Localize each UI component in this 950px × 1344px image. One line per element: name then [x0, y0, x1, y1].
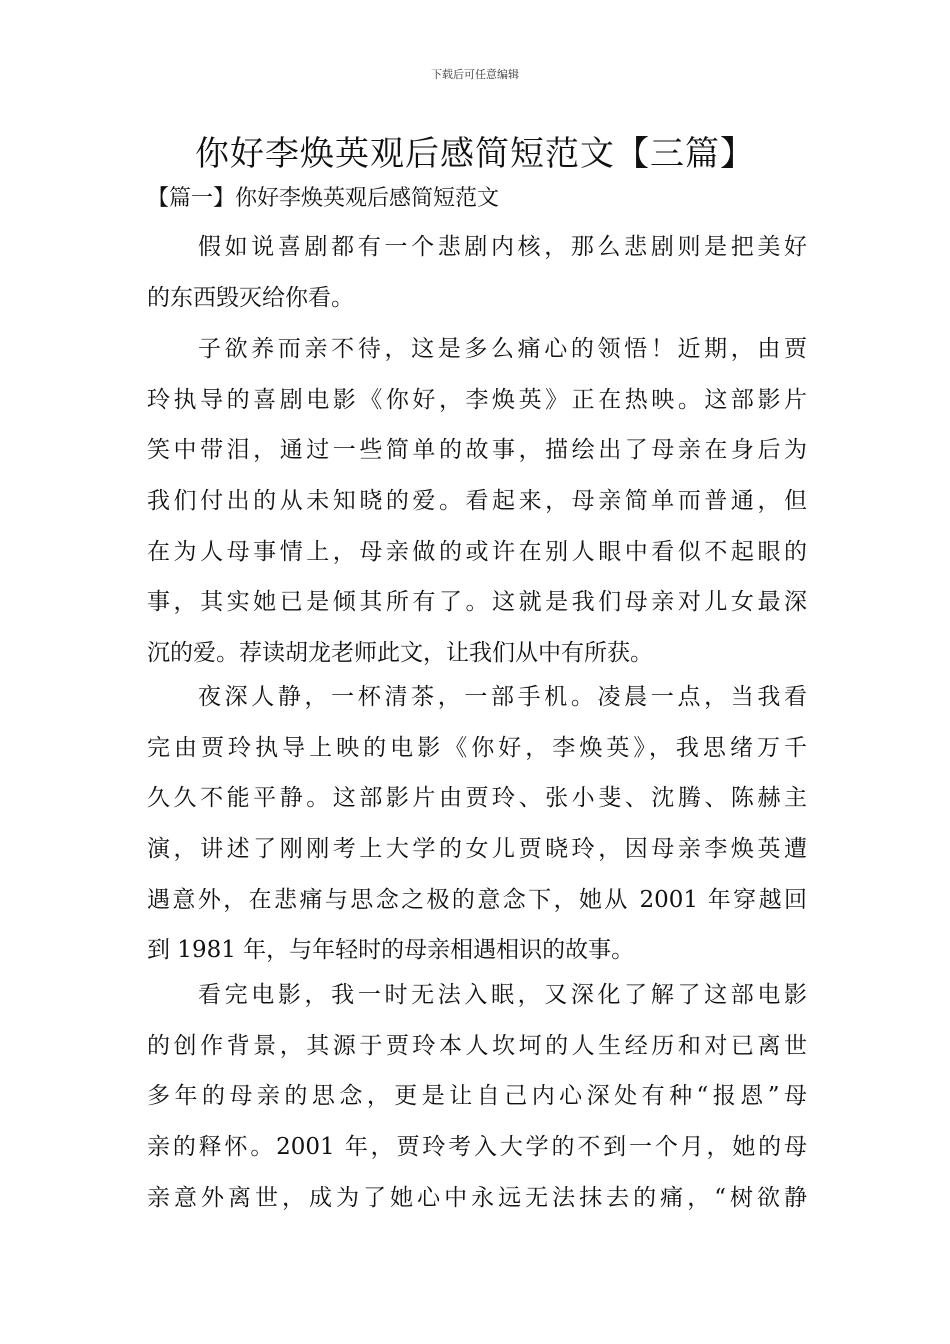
- text-line: 的创作背景，其源于贾玲本人坎坷的人生经历和对已离世: [147, 1032, 807, 1059]
- paragraph-4: [147, 970, 807, 1223]
- text-line: 亲意外离世，成为了她心中永远无法抹去的痛，“树欲静: [147, 1184, 807, 1211]
- paragraph-3: [147, 672, 807, 976]
- text-line: 演，讲述了刚刚考上大学的女儿贾晓玲，因母亲李焕英遭: [147, 836, 807, 863]
- text-line: 假如说喜剧都有一个悲剧内核，那么悲剧则是把美好: [198, 234, 807, 260]
- text-line: 在为人母事情上，母亲做的或许在别人眼中看似不起眼的: [147, 538, 807, 565]
- text-line: 我们付出的从未知晓的爱。看起来，母亲简单而普通，但: [147, 488, 807, 515]
- paragraph-2: [147, 324, 807, 679]
- text-line: 夜深人静，一杯清茶，一部手机。凌晨一点，当我看: [198, 684, 807, 710]
- section-heading: 【篇一】你好李焕英观后感简短范文: [147, 186, 500, 211]
- text-line: 笑中带泪，通过一些简单的故事，描绘出了母亲在身后为: [147, 437, 807, 464]
- paragraph-1: [147, 222, 807, 323]
- text-line: 到 1981 年，与年轻时的母亲相遇相识的故事。: [147, 937, 635, 964]
- text-line: 多年的母亲的思念，更是让自己内心深处有种“报恩”母: [147, 1083, 807, 1110]
- header-note: 下载后可任意编辑: [431, 68, 519, 81]
- text-line: 的东西毁灭给你看。: [147, 284, 354, 311]
- text-line: 完由贾玲执导上映的电影《你好，李焕英》，我思绪万千: [147, 734, 807, 761]
- page-title: 你好李焕英观后感简短范文【三篇】: [195, 134, 755, 174]
- text-line: 玲执导的喜剧电影《你好，李焕英》正在热映。这部影片: [147, 386, 807, 413]
- text-line: 遇意外，在悲痛与思念之极的意念下，她从 2001 年穿越回: [147, 886, 807, 913]
- text-line: 子欲养而亲不待，这是多么痛心的领悟！近期，由贾: [198, 336, 807, 362]
- text-line: 事，其实她已是倾其所有了。这就是我们母亲对儿女最深: [147, 589, 807, 616]
- text-line: 看完电影，我一时无法入眠，又深化了解了这部电影: [198, 982, 807, 1008]
- text-line: 沉的爱。荐读胡龙老师此文，让我们从中有所获。: [147, 640, 653, 667]
- text-line: 久久不能平静。这部影片由贾玲、张小斐、沈腾、陈赫主: [147, 785, 807, 812]
- text-line: 亲的释怀。2001 年，贾玲考入大学的不到一个月，她的母: [147, 1134, 807, 1161]
